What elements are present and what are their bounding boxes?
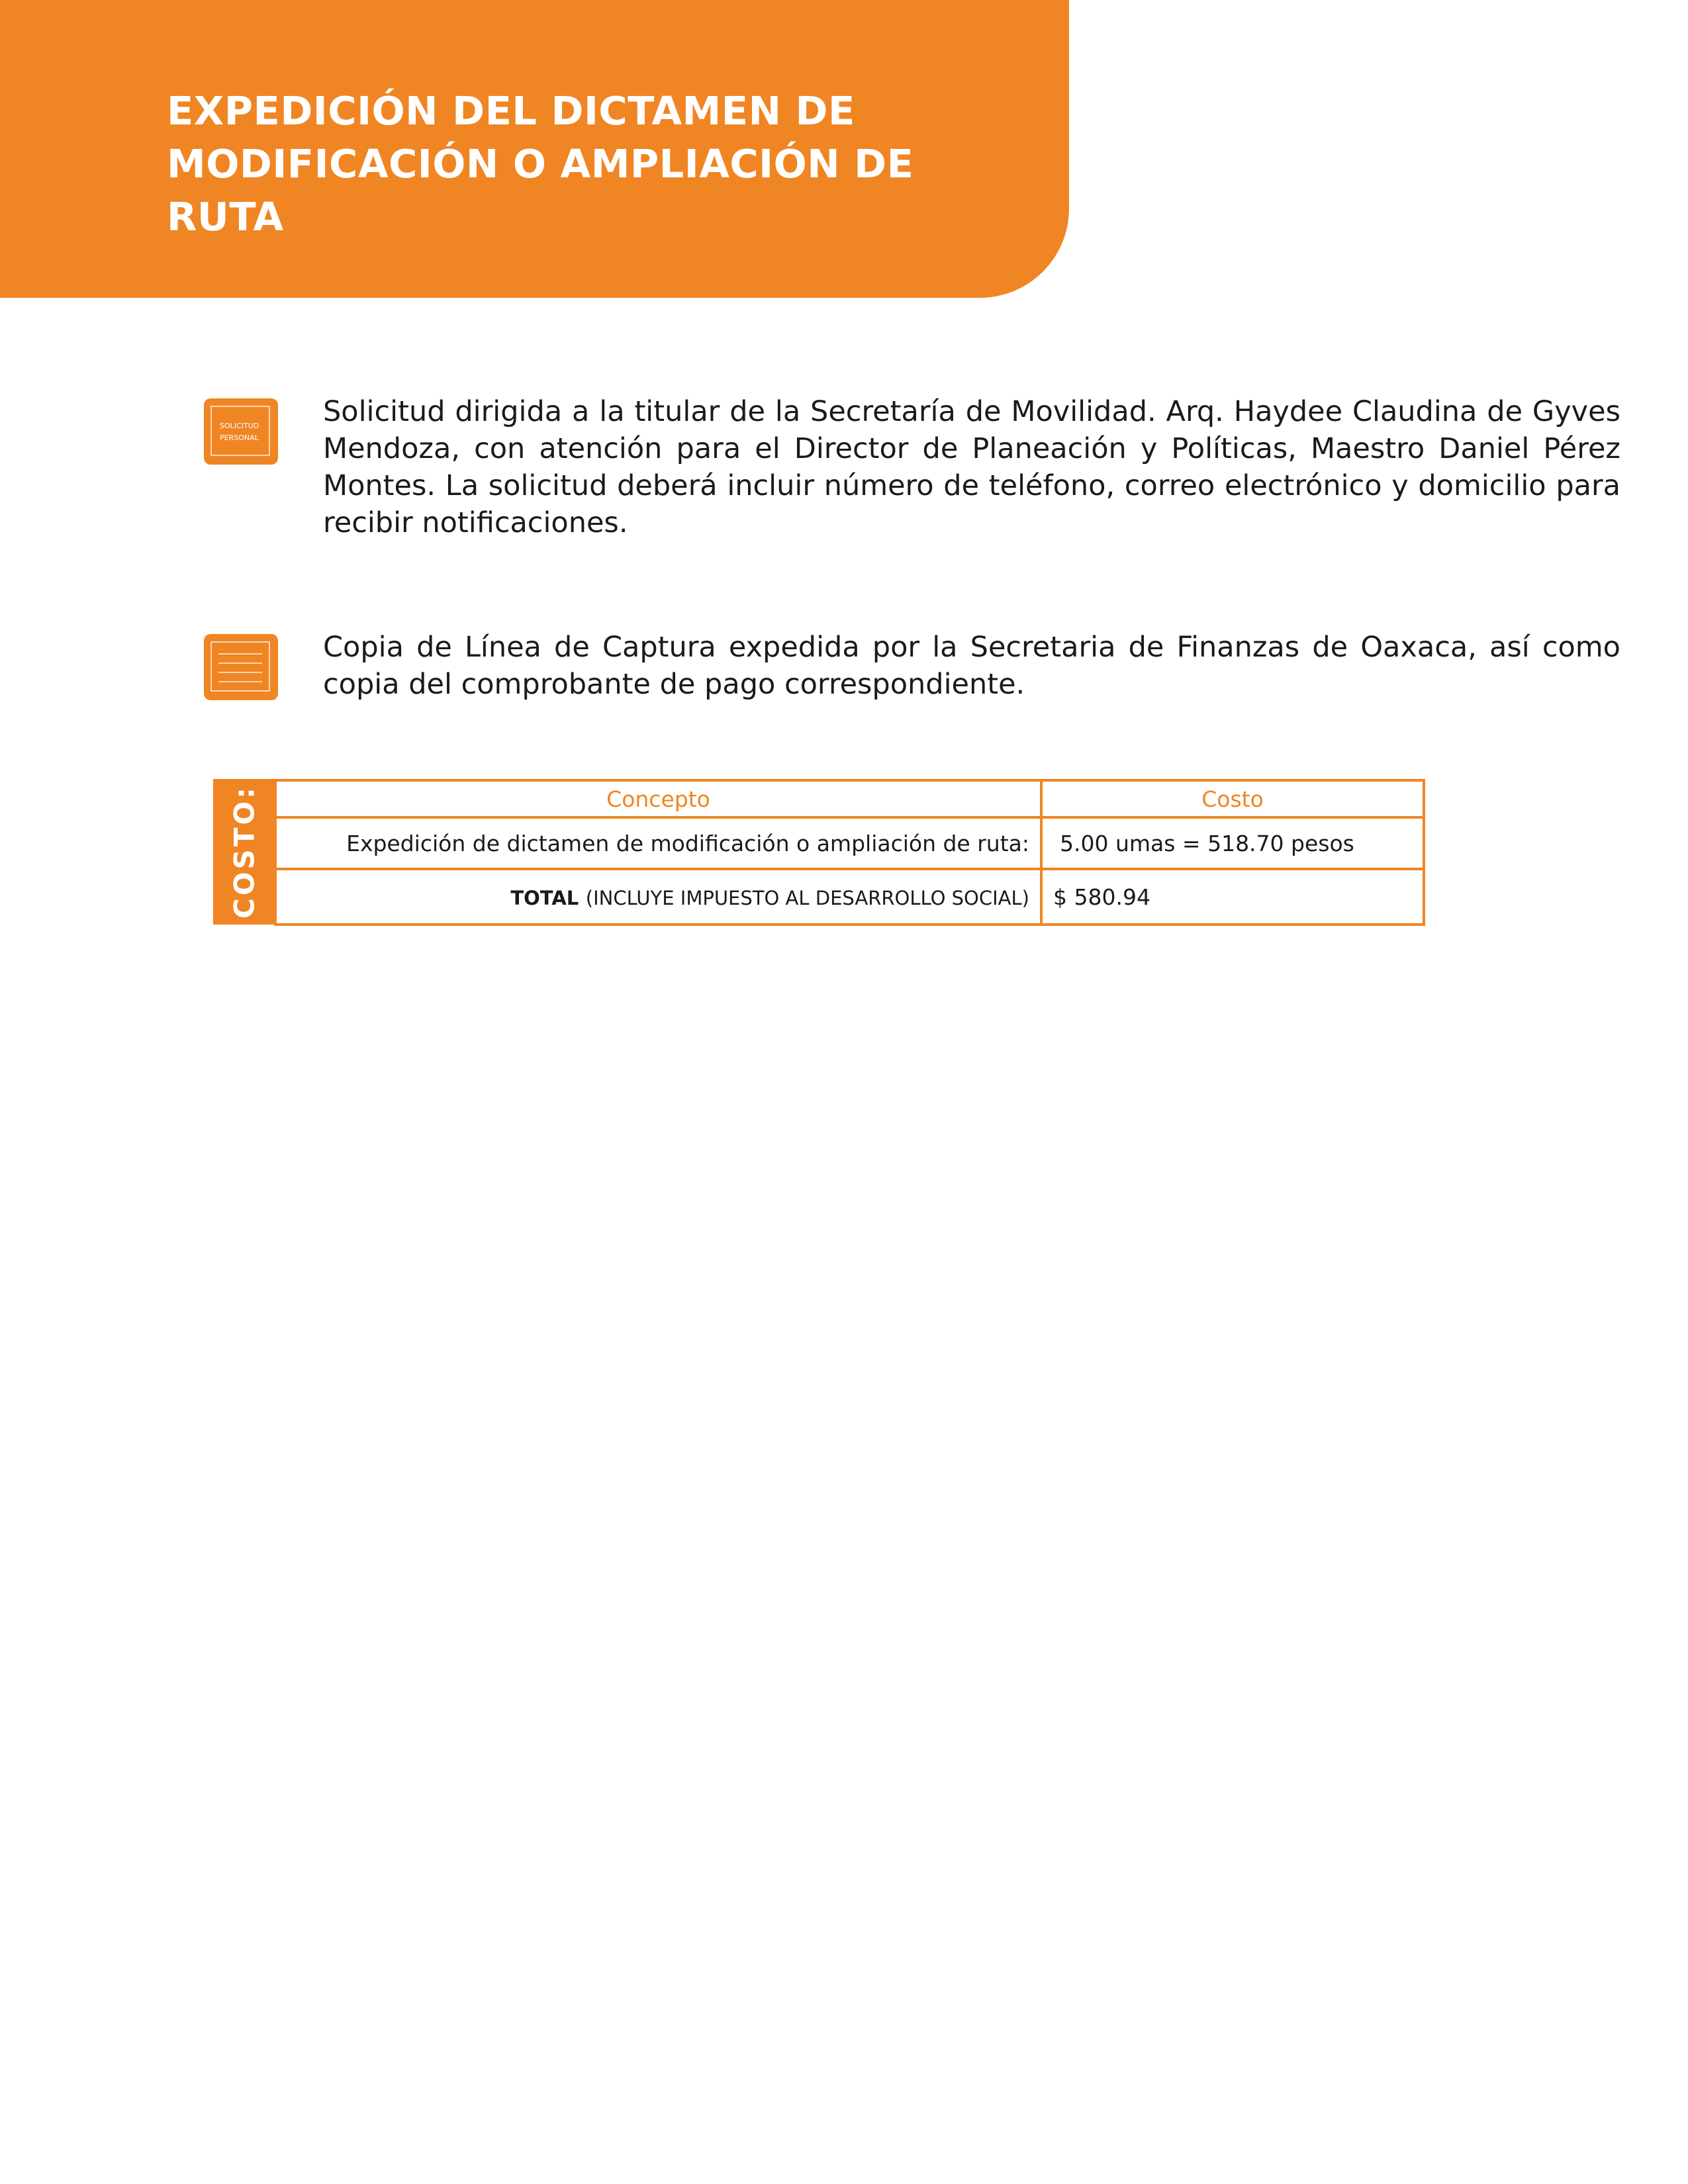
cost-header: Costo bbox=[1041, 780, 1424, 817]
icon-caption: SOLICITUD PERSONAL bbox=[220, 422, 259, 442]
total-label: TOTAL bbox=[510, 886, 579, 909]
total-label-cell bbox=[275, 869, 1041, 925]
header-banner bbox=[0, 0, 1069, 298]
document-lines-icon bbox=[204, 634, 278, 700]
cost-label-band bbox=[213, 779, 275, 925]
table-header-row bbox=[275, 780, 1424, 817]
cost-table bbox=[274, 779, 1425, 926]
requirement-text: Solicitud dirigida a la titular de la Secretaría de Movilidad. Arq. Haydee Claudina de Gyves Mendoza, con atención para el Director de Planeación y Políticas, Maestro Daniel Pérez Montes. La solicitud deberá incluir número de teléfono, correo electrónico y domicilio para recibir notificaciones. bbox=[323, 395, 1620, 539]
concept-cell: Expedición de dictamen de modificación o ampliación de ruta: bbox=[275, 817, 1041, 869]
concept-header: Concepto bbox=[275, 780, 1041, 817]
table-row bbox=[275, 817, 1424, 869]
total-value: $ 580.94 bbox=[1041, 869, 1424, 925]
cost-label: COSTO: bbox=[228, 785, 261, 919]
total-note: (INCLUYE IMPUESTO AL DESARROLLO SOCIAL) bbox=[585, 886, 1029, 909]
page-title: EXPEDICIÓN DEL DICTAMEN DE MODIFICACIÓN O AMPLIACIÓN DE RUTA bbox=[167, 88, 914, 240]
cost-cell: 5.00 umas = 518.70 pesos bbox=[1041, 817, 1424, 869]
requirement-text: Copia de Línea de Captura expedida por la Secretaria de Finanzas de Oaxaca, así como copia del comprobante de pago correspondiente. bbox=[323, 631, 1620, 701]
request-document-icon bbox=[204, 398, 278, 465]
total-row bbox=[275, 869, 1424, 925]
